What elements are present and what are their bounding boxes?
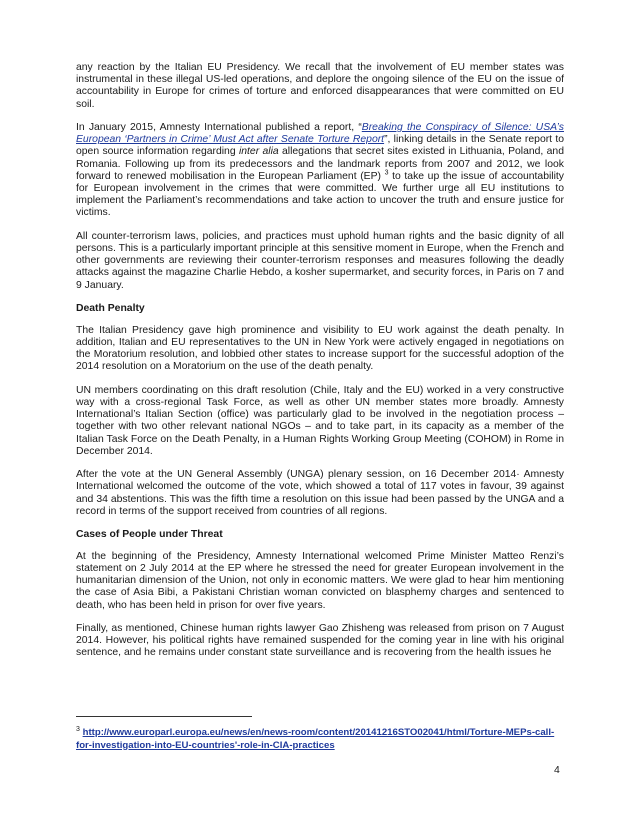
page-number: 4 <box>554 765 560 776</box>
paragraph-eu-silence: any reaction by the Italian EU Presidency. We recall that the involvement of EU member states was instrumental in these illegal US-led operations, and deplore the ongoing silence of the EU on the issue of accountability in Europe for crimes of torture and enforced disappearances that were committed on EU soil. <box>76 62 564 110</box>
paragraph-unga-vote: After the vote at the UN General Assembly (UNGA) plenary session, on 16 December 2014· Amnesty International welcomed the outcome of the vote, which showed a total of 117 votes in favour, 39 against and 34 abstentions. This was the fifth time a resolution on this issue had been passed by the UNGA and a record in terms of the support received from countries of all regions. <box>76 469 564 517</box>
footnote-divider <box>76 716 252 717</box>
report-mid: ”, linking details in the Senate report to open source information regarding <box>76 134 564 158</box>
footnote-number: 3 <box>76 725 80 733</box>
report-title-link[interactable]: Breaking the Conspiracy of Silence: USA’s European ‘Partners in Crime’ Must Act after Senate Torture Report <box>76 122 564 146</box>
inter-alia: inter alia <box>238 146 279 158</box>
heading-death-penalty: Death Penalty <box>76 303 145 315</box>
paragraph-gao-zhisheng: Finally, as mentioned, Chinese human rights lawyer Gao Zhisheng was released from prison on 7 August 2014. However, his political rights have remained suspended for the coming year in line with his original sentence, and he remains under constant state surveillance and is recovering from the health issues he <box>76 623 564 659</box>
body-text <box>76 62 564 671</box>
paragraph-renzi-statement: At the beginning of the Presidency, Amnesty International welcomed Prime Minister Matteo Renzi’s statement on 2 July 2014 at the EP where he stressed the need for greater European involvement in the humanitarian dimension of the Union, not only in economic matters. We were glad to hear him mentioning the case of Asia Bibi, a Pakistani Christian woman convicted on blasphemy charges and sentenced to death, who has been held in prison for over five years. <box>76 550 564 611</box>
report-intro: In January 2015, Amnesty International published a report, “ <box>76 122 362 133</box>
heading-cases-under-threat: Cases of People under Threat <box>76 529 223 541</box>
footnote-url-link[interactable]: http://www.europarl.europa.eu/news/en/news-room/content/20141216STO02041/html/Torture-MEPs-call-for-investigation-into-EU-countries'-role-in-CIA-practices <box>76 727 555 751</box>
footnote-reference[interactable]: 3 <box>384 169 389 177</box>
report-rest: allegations that secret sites existed in Lithuania, Poland, and Romania. Following up from its predecessors and the landmark reports from 2007 and 2012, we look forward to renewed mobilisation in the European Parliament (EP) <box>76 146 564 182</box>
paragraph-death-penalty-prominence: The Italian Presidency gave high prominence and visibility to EU work against the death penalty. In addition, Italian and EU representatives to the UN in New York were actively engaged in negotiations on the Moratorium resolution, and lobbied other states to increase support for the successful adoption of the 2014 resolution on a Moratorium on the use of the death penalty. <box>76 324 564 373</box>
report-end: to take up the issue of accountability for European involvement in the crimes that were committed. We further urge all EU institutions to implement the Parliament’s recommendations and take action to uncover the truth and ensure justice for victims. <box>76 170 564 219</box>
paragraph-task-force: UN members coordinating on this draft resolution (Chile, Italy and the EU) worked in a very constructive way with a cross-regional Task Force, as well as other UN member states more broadly. Amnesty International’s Italian Section (office) was particularly glad to be involved in the negotiation process – together with two other relevant national NGOs – and to take part, in its capacity as a member of the Italian Task Force on the Death Penalty, in a Human Rights Working Group Meeting (COHOM) in Rome in December 2014. <box>76 384 564 457</box>
footnote <box>76 727 564 752</box>
paragraph-amnesty-report <box>76 122 564 220</box>
paragraph-counter-terrorism: All counter-terrorism laws, policies, and practices must uphold human rights and the basic dignity of all persons. This is a particularly important principle at this sensitive moment in Europe, when the French and other governments are reviewing their counter-terrorism responses and measures following the deadly attacks against the magazine Charlie Hebdo, a kosher supermarket, and security forces, in Paris on 7 and 9 January. <box>76 230 564 291</box>
